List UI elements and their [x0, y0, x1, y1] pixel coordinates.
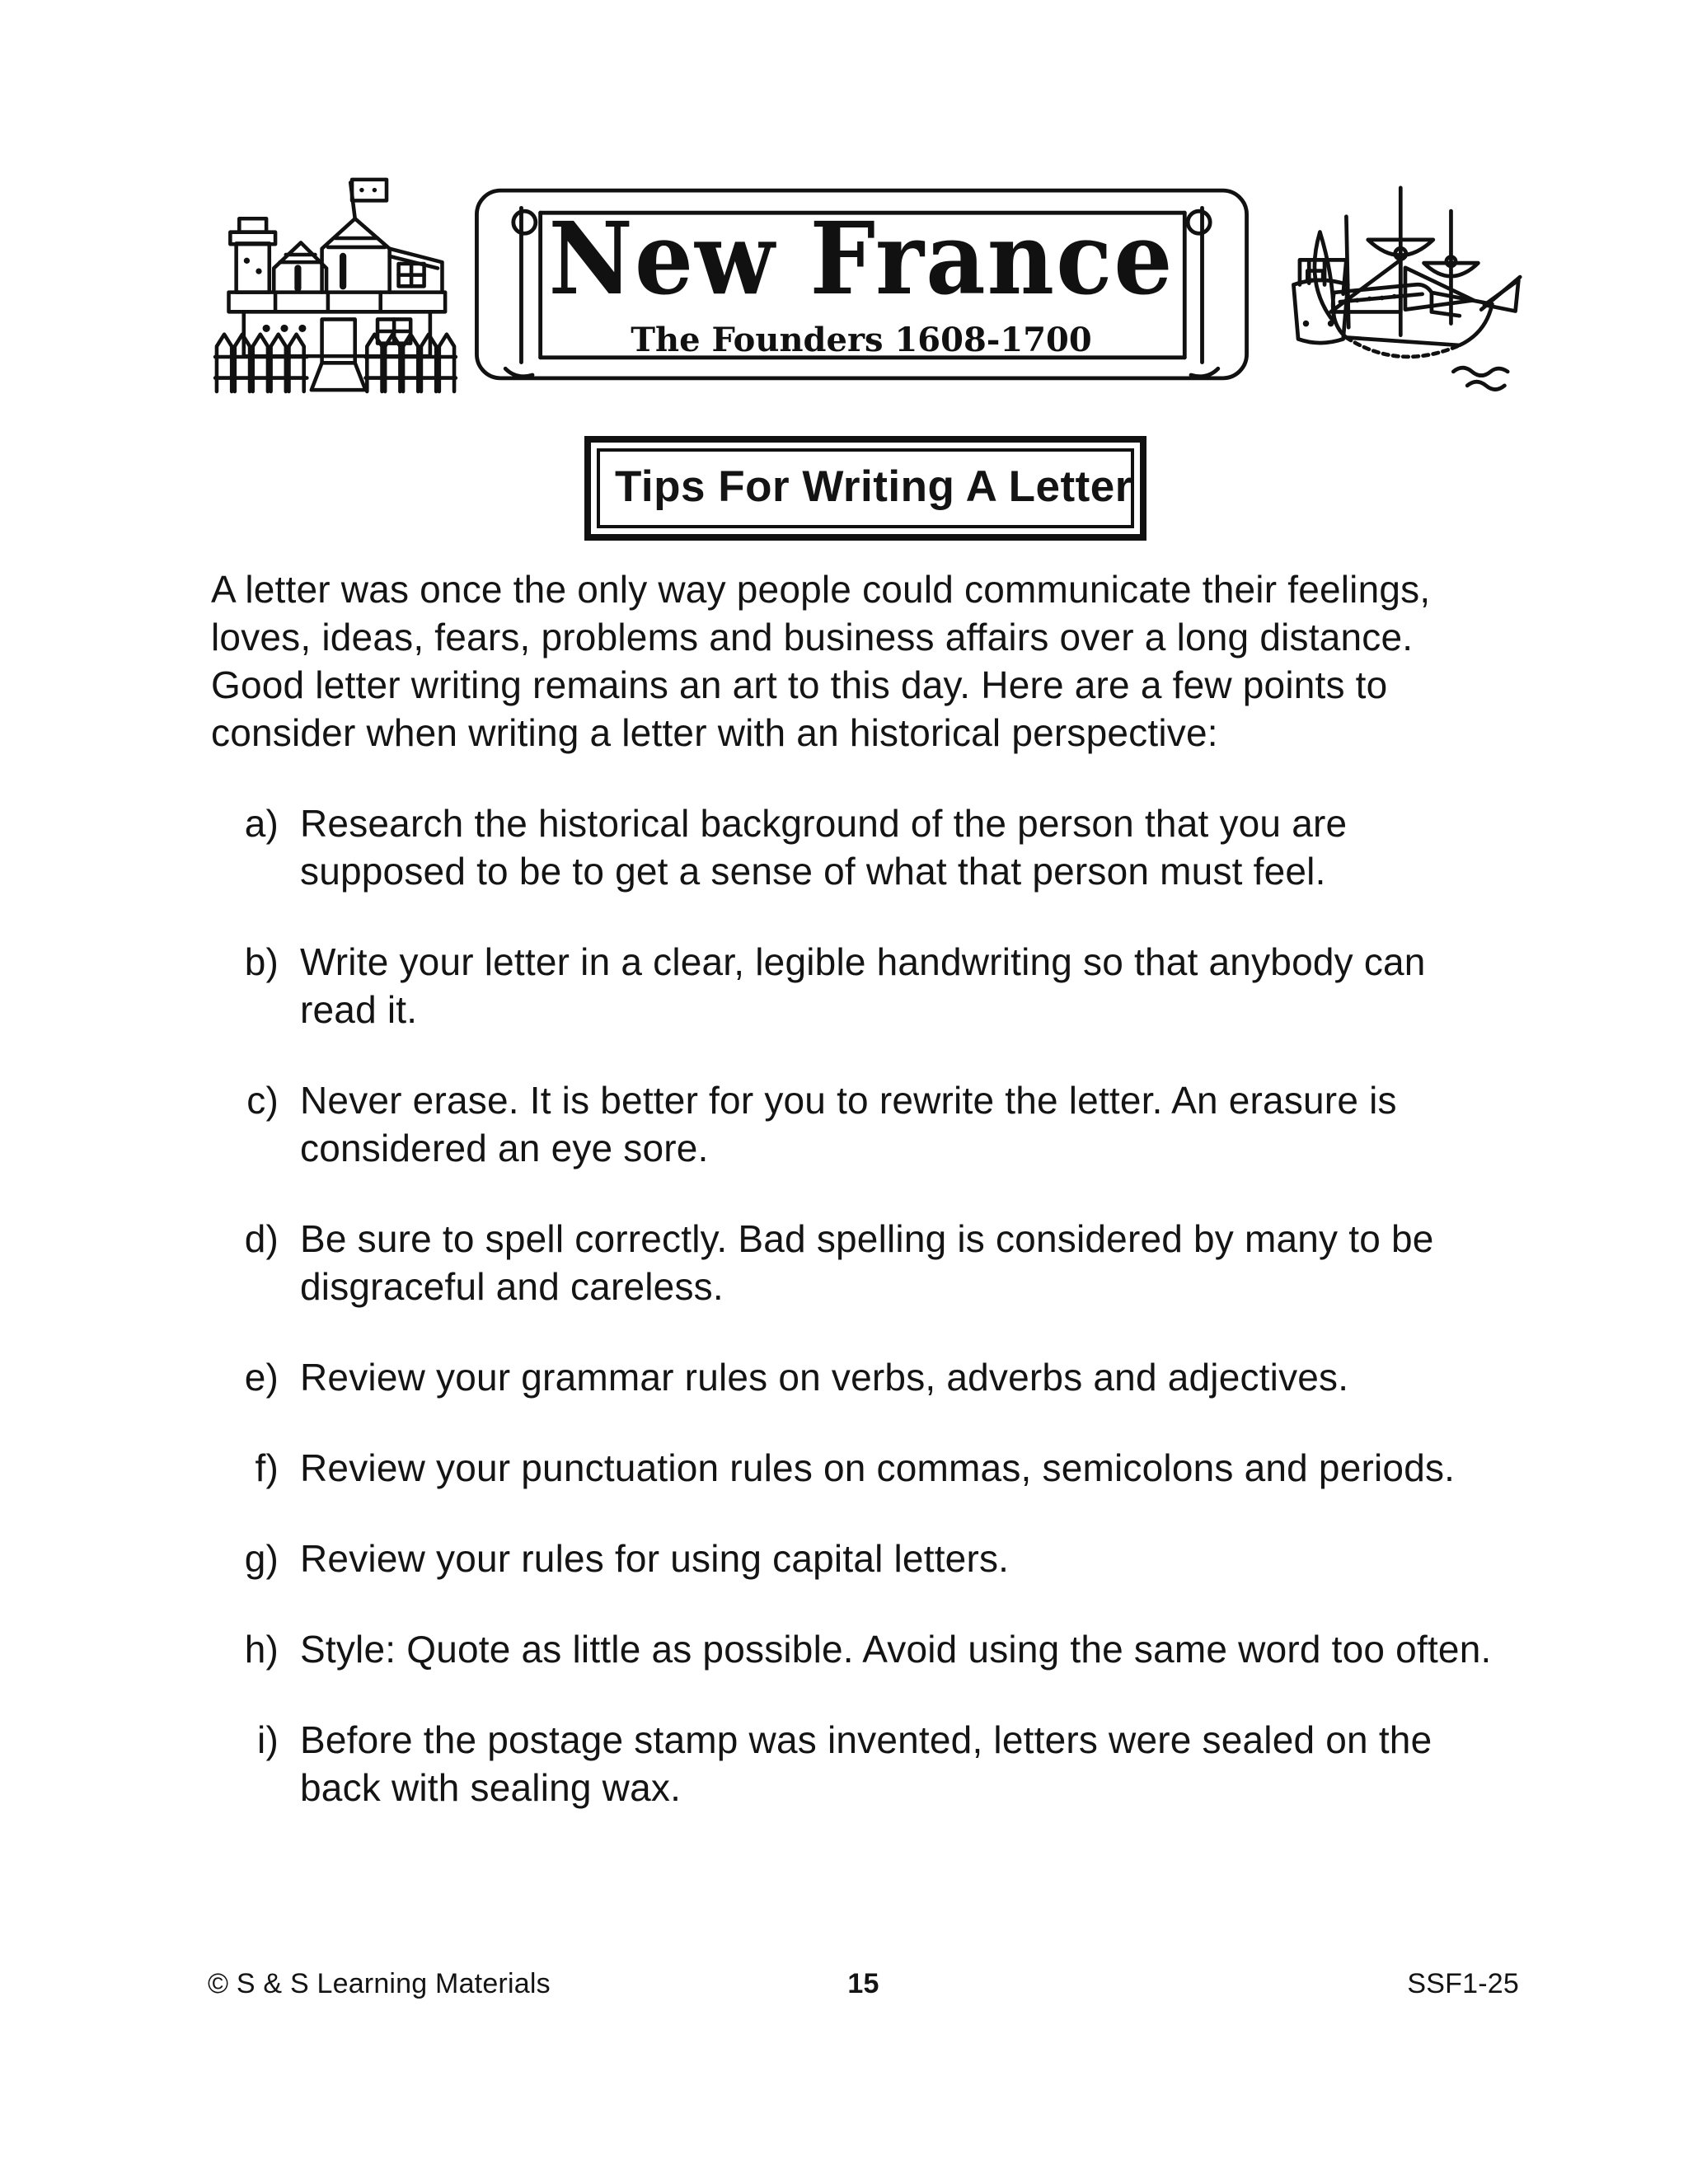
page-footer — [208, 1968, 1519, 2000]
tip-text: Style: Quote as little as possible. Avoid using the same word too often. — [300, 1628, 1492, 1671]
page-number: 15 — [847, 1968, 879, 1999]
tip-label: f) — [255, 1446, 279, 1489]
tip-item-c — [208, 1076, 1523, 1172]
tip-text: Be sure to spell correctly. Bad spelling is considered by many to be disgraceful and careless. — [300, 1217, 1434, 1308]
tip-item-i — [208, 1716, 1523, 1811]
scroll-banner — [464, 177, 1259, 391]
banner-title: New France — [548, 200, 1175, 317]
tip-item-d — [208, 1215, 1523, 1310]
tip-item-g — [208, 1535, 1523, 1582]
tip-text: Review your grammar rules on verbs, adverbs and adjectives. — [300, 1356, 1349, 1399]
tip-label: i) — [257, 1718, 279, 1761]
tips-list — [208, 799, 1523, 1811]
tip-text: Write your letter in a clear, legible handwriting so that anybody can read it. — [300, 940, 1426, 1031]
document-code: SSF1-25 — [1407, 1968, 1519, 1999]
fort-house-icon — [208, 163, 463, 406]
tip-item-f — [208, 1444, 1523, 1492]
tip-label: a) — [244, 802, 279, 845]
copyright-text: © S & S Learning Materials — [208, 1968, 551, 1999]
page-header — [208, 161, 1523, 408]
tip-text: Review your punctuation rules on commas, semicolons and periods. — [300, 1446, 1456, 1489]
tip-text: Before the postage stamp was invented, letters were sealed on the back with sealing wax. — [300, 1718, 1432, 1809]
tip-label: d) — [244, 1217, 279, 1260]
tip-label: e) — [244, 1356, 279, 1399]
banner-subtitle: The Founders 1608-1700 — [631, 320, 1092, 359]
tip-item-e — [208, 1353, 1523, 1401]
section-title: Tips For Writing A Letter — [615, 462, 1132, 511]
section-title-box — [584, 436, 1146, 541]
tip-label: g) — [244, 1537, 279, 1580]
tip-label: h) — [244, 1628, 279, 1671]
tip-item-h — [208, 1625, 1523, 1673]
tip-label: b) — [244, 940, 279, 983]
intro-paragraph: A letter was once the only way people could communicate their feelings, loves, ideas, fears, problems and business affairs over a long distance. Good letter writing remains an art to this day. Here are a few points to consider when writing a letter with an historical perspective: — [211, 568, 1431, 754]
tip-text: Never erase. It is better for you to rewrite the letter. An erasure is considered an eye sore. — [300, 1079, 1397, 1169]
tip-item-a — [208, 799, 1523, 895]
section-title-inner-border — [597, 448, 1134, 528]
sailing-ship-icon — [1259, 163, 1523, 406]
tip-label: c) — [246, 1079, 279, 1122]
tip-text: Research the historical background of the person that you are supposed to be to get a sense of what that person must feel. — [300, 802, 1348, 893]
tip-text: Review your rules for using capital letters. — [300, 1537, 1010, 1580]
tip-item-b — [208, 938, 1523, 1033]
